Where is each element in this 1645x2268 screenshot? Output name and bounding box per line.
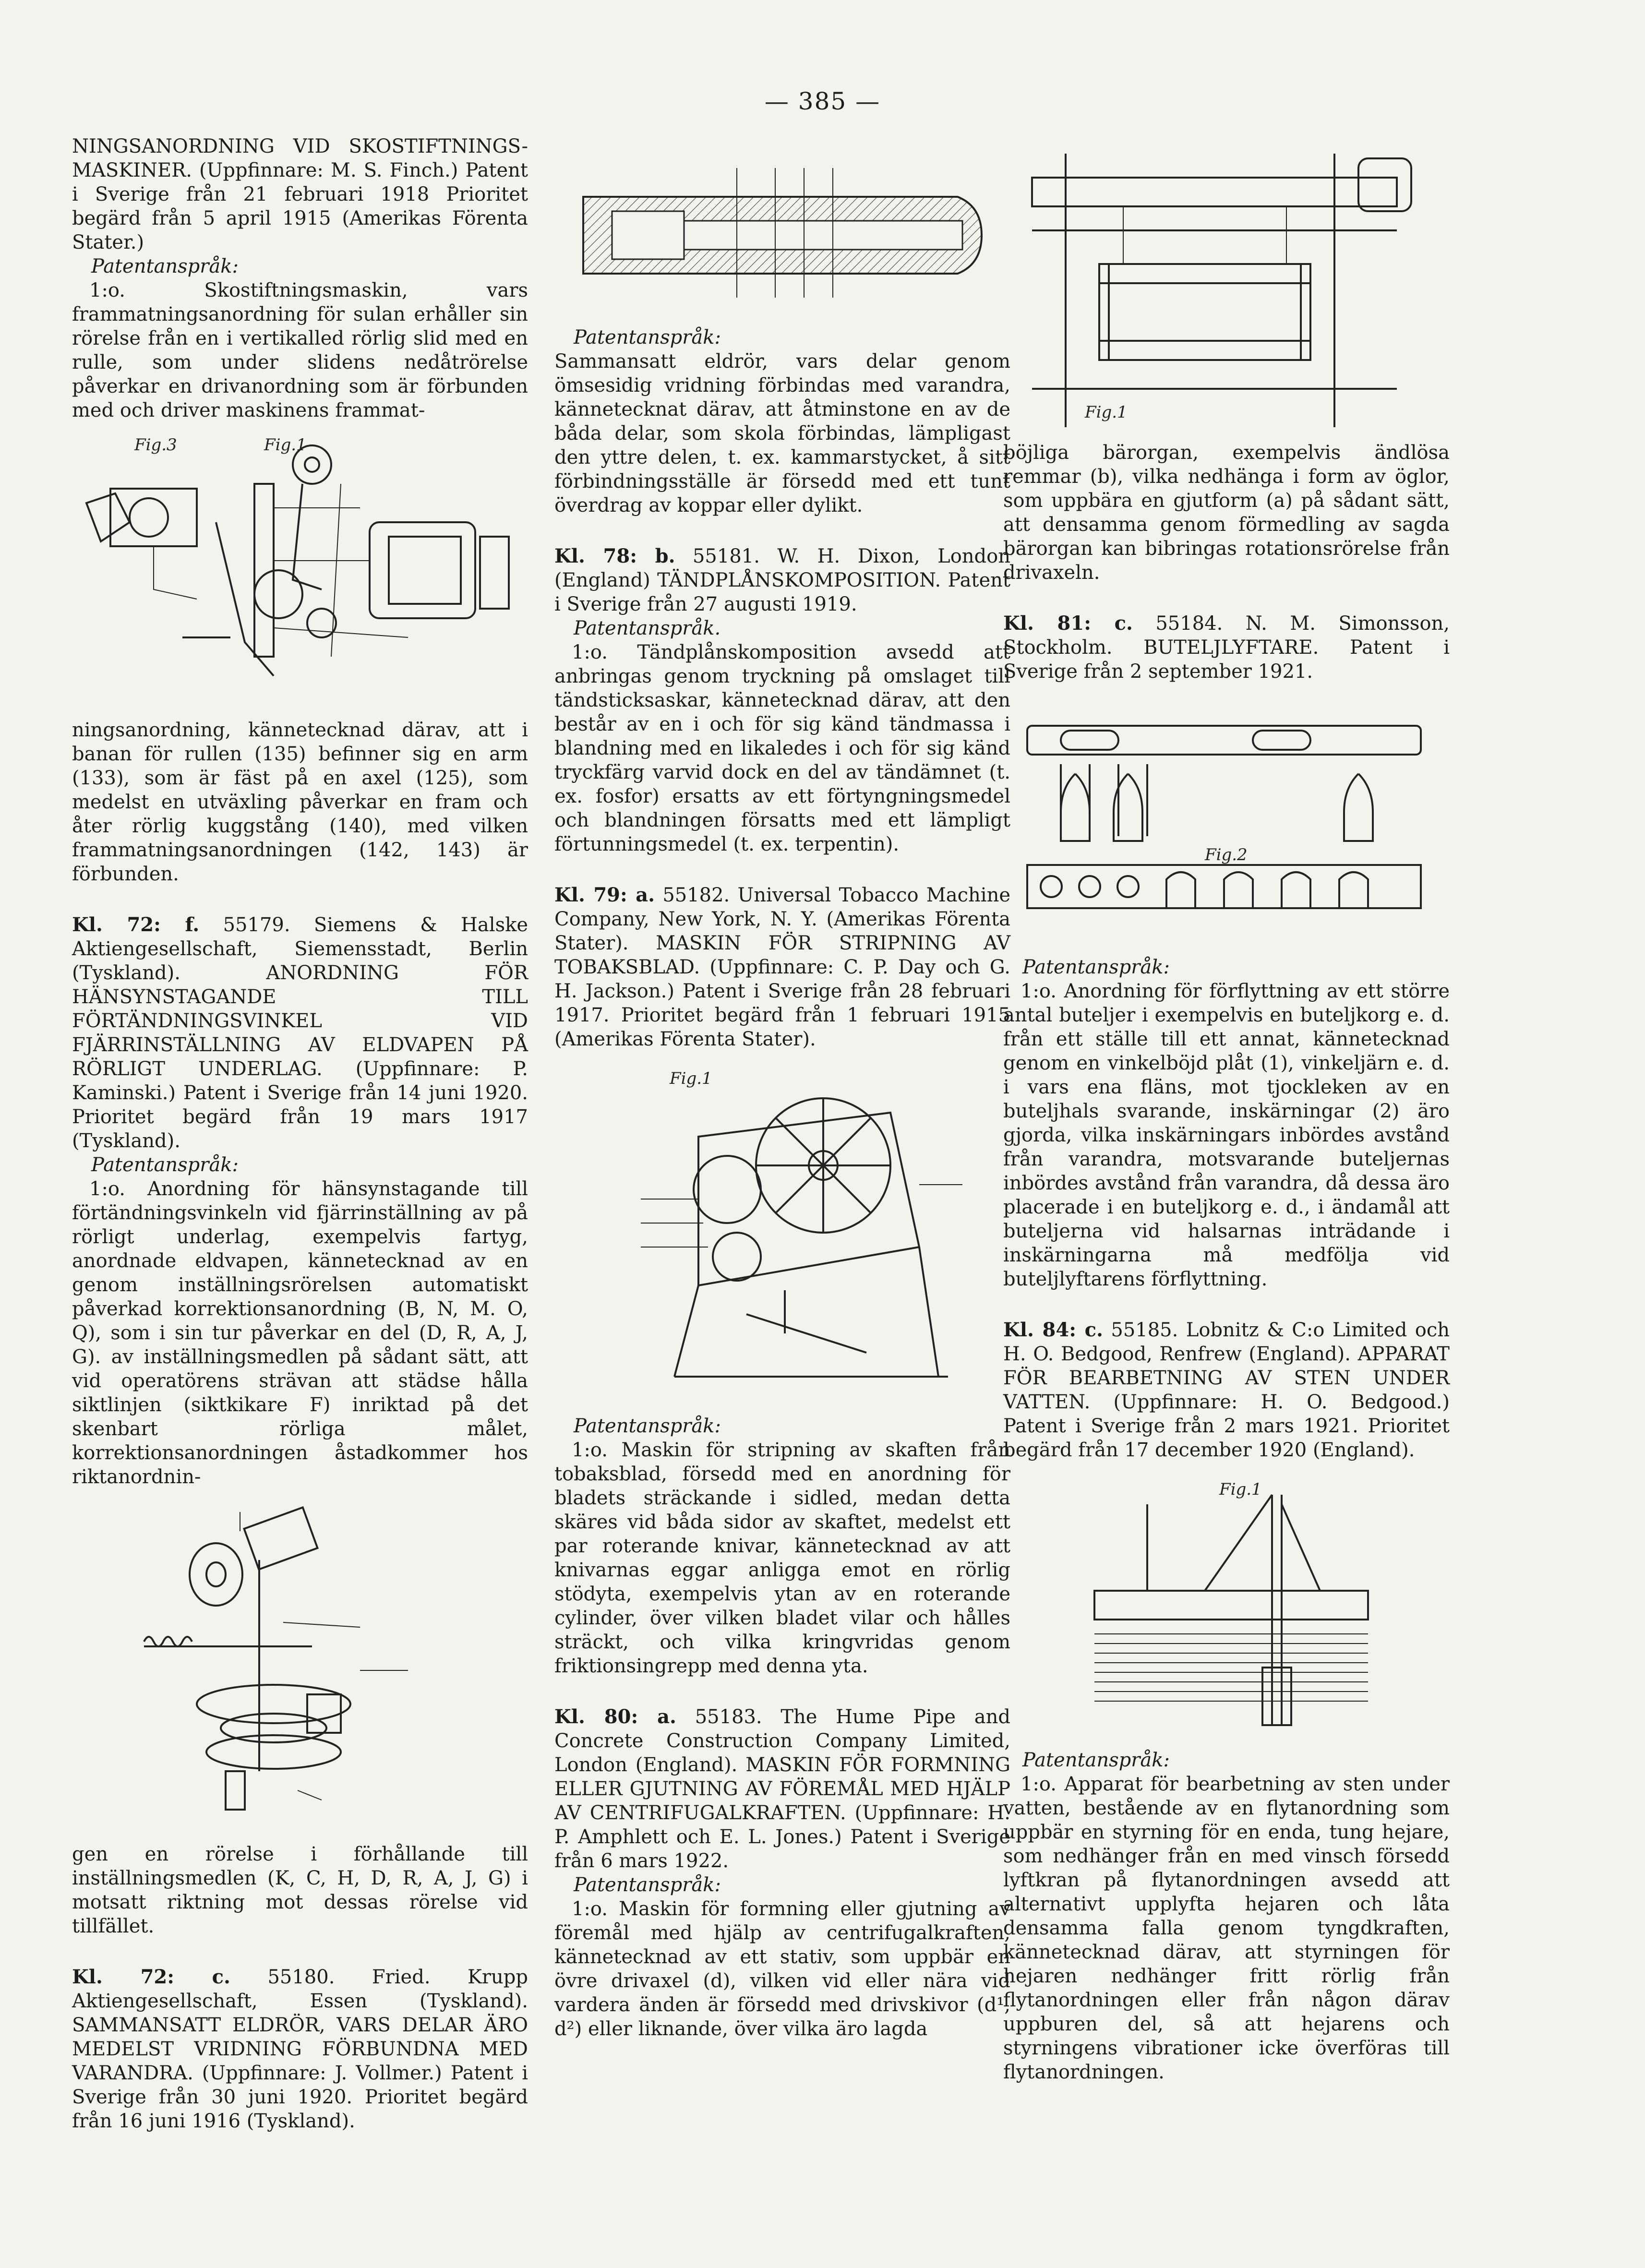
class-code: Kl. 84: c.: [1003, 1319, 1103, 1341]
claim-text: 1:o. Maskin för stripning av skaften från tobaksblad, försedd med en anordning för bladets sträckande i sidled, medan detta skäres vid båda sidor av skaftet, medelst ett par roterande knivar, kännetecknad av att knivarnas eggar anligga emot en rörlig stödyta, exempelvis ytan av en roterande cylinder, över vilken bladet vilar och hålles sträckt, och vilka kringvridas genom friktionsingrepp med denna yta.: [554, 1439, 1010, 1677]
class-code: Kl. 72: f.: [72, 913, 200, 936]
entry-body: 55181. W. H. Dixon, London (England) TÄNDPLÅNSKOMPOSITION. Patent i Sverige från 27 augusti 1919.: [554, 545, 1011, 615]
fig2-label: Fig.2: [1205, 845, 1248, 864]
claim-continued: gen en rörelse i förhållande till inställningsmedlen (K, C, H, D, R, A, J, G) i motsatt riktning mot dessas rörelse vid tillfället.: [72, 1843, 528, 1937]
column-1: [72, 134, 528, 2133]
entry-72c: [72, 1965, 528, 2133]
claim-text: Sammansatt eldrör, vars delar genom ömsesidig vridning förbindas med varandra, kännetecknat därav, att åtminstone en av de båda delar, som skola förbindas, lämpligast den yttre delen, t. ex. kammarstycket, å sitt förbindningsställe är försedd med ett tunt överdrag av koppar eller dylikt.: [554, 350, 1010, 516]
entry-body: 55183. The Hume Pipe and Concrete Construction Company Limited, London (England). MASKIN FÖR FORMNING ELLER GJUTNING AV FÖREMÅL MED HJÄLP AV CENTRIFUGALKRAFTEN. (Uppfinnare: H. P. Amphlett och E. L. Jones.) Patent i Sverige från 6 mars 1922.: [554, 1706, 1010, 1872]
claim-heading: Patentanspråk:: [91, 1154, 239, 1176]
entry-84c: [1003, 1318, 1450, 1462]
fig3-label: Fig.3: [134, 436, 177, 455]
underwater-drill-figure: [1003, 1476, 1450, 1735]
entry-body: 55182. Universal Tobacco Machine Company, New York, N. Y. (Amerikas Förenta Stater). MASKIN FÖR STRIPNING AV TOBAKSBLAD. (Uppfinnare: C. P. Day och G. H. Jackson.) Patent i Sverige från 28 februari 1917. Prioritet begärd från 1 februari 1915 (Amerikas Förenta Stater).: [554, 884, 1011, 1050]
claim-continued: böjliga bärorgan, exempelvis ändlösa remmar (b), vilka nedhänga i form av öglor, som uppbära en gjutform (a) på sådant sätt, att densamma genom förmedling av sagda bärorgan kan bibringas rotationsrörelse från drivaxeln.: [1003, 442, 1450, 584]
claim-heading: Patentanspråk:: [574, 1874, 721, 1896]
entry-body: 55185. Lobnitz & C:o Limited och H. O. Bedgood, Renfrew (England). APPARAT FÖR BEARBETNING AV STEN UNDER VATTEN. (Uppfinnare: H. O. Bedgood.) Patent i Sverige från 2 mars 1921. Prioritet begärd från 17 december 1920 (England).: [1003, 1319, 1450, 1461]
page-number: — 385 —: [764, 87, 881, 115]
entry-78b: [554, 544, 1010, 616]
entry-72f: [72, 913, 528, 1153]
claim-text: 1:o. Tändplånskomposition avsedd att anbringas genom tryckning på omslaget till tändsticksaskar, kännetecknad därav, att den består av en i och för sig känd tändmassa i blandning med en likaledes i och för sig känd tryckfärg varvid dock en del av tändämnet (t. ex. fosfor) ersatts av ett förtyngningsmedel och blandningen försatts med ett lämpligt förtunningsmedel (t. ex. terpentin).: [554, 641, 1010, 855]
fig1-label: Fig.1: [670, 1069, 712, 1088]
claim-text: 1:o. Apparat för bearbetning av sten under vatten, bestående av en flytanordning som uppbär en styrning för en enda, tung hejare, som nedhänger från en med vinsch försedd lyftkran på flytanordningen avsedd att alternativt upplyfta hejaren och låta densamma falla genom tyngdkraften, kännetecknad därav, att styrningen för hejaren nedhänger fritt rörlig från flytanordningen eller från någon därav uppburen del, så att hejarens och styrningens vibrationer icke överföras till flytanordningen.: [1003, 1773, 1450, 2083]
claim-heading: Patentanspråk:: [574, 1415, 721, 1437]
entry-79a: [554, 883, 1010, 1051]
entry-body: 55180. Fried. Krupp Aktiengesellschaft, Essen (Tyskland). SAMMANSATT ELDRÖR, VARS DELAR ÄRO MEDELST VRIDNING FÖRBUNDNA MED VARANDRA. (Uppfinnare: J. Vollmer.) Patent i Sverige från 30 juni 1920. Prioritet begärd från 16 juni 1916 (Tyskland).: [72, 1966, 528, 2132]
entry-body: 55179. Siemens & Halske Aktiengesellschaft, Siemensstadt, Berlin (Tyskland). ANORDNING FÖR HÄNSYNSTAGANDE TILL FÖRTÄNDNINGSVINKEL VID FJÄRRINSTÄLLNING AV ELDVAPEN PÅ RÖRLIGT UNDERLAG. (Uppfinnare: P. Kaminski.) Patent i Sverige från 14 juni 1920. Prioritet begärd från 19 mars 1917 (Tyskland).: [72, 914, 528, 1152]
bottle-lifter-figure: [1003, 697, 1450, 942]
claim-heading: Patentanspråk:: [1022, 1749, 1170, 1771]
claim-continued: ningsanordning, kännetecknad därav, att i banan för rullen (135) befinner sig en arm (133), som är fäst på en axel (125), som medelst en utväxling påverkar en fram och åter rörlig kuggstång (140), med vilken frammatningsanordningen (142, 143) är förbunden.: [72, 719, 528, 885]
claim-heading: Patentanspråk:: [1022, 956, 1170, 978]
fig1-label: Fig.1: [264, 436, 307, 455]
claim-heading: Patentanspråk:: [574, 326, 721, 348]
class-code: Kl. 72: c.: [72, 1966, 230, 1988]
tobacco-machine-figure: [554, 1065, 1010, 1401]
entry-80a: [554, 1705, 1010, 1873]
entry-81c: [1003, 612, 1450, 684]
claim-text: 1:o. Anordning för förflyttning av ett större antal buteljer i exempelvis en buteljkorg e. d. från ett ställe till ett annat, kännetecknad genom en vinkelböjd plåt (1), vinkeljärn e. d. i vars ena fläns, mot tjockleken av en buteljhals svarande, inskärningar (2) äro gjorda, vilka inskärningars inbördes avstånd från varandra, motsvarande buteljernas inbördes avstånd från varandra, då dessa äro placerade i en buteljkorg e. d., i ändamål att buteljerna vid halsarnas inträdande i inskärningarna må medfölja vid buteljlyftarens förflyttning.: [1003, 980, 1450, 1290]
claim-heading: Patentanspråk:: [91, 255, 239, 277]
claim-heading: Patentanspråk.: [574, 617, 721, 639]
casting-machine-figure: [1003, 139, 1450, 427]
entry-intro: NINGSANORDNING VID SKOSTIFTNINGS-MASKINER. (Uppfinnare: M. S. Finch.) Patent i Sverige från 21 februari 1918 Prioritet begärd från 5 april 1915 (Amerikas Förenta Stater.): [72, 135, 528, 253]
column-3: [1003, 134, 1450, 2084]
gun-barrel-figure: [554, 139, 1010, 312]
class-code: Kl. 79: a.: [554, 884, 655, 906]
shoe-machine-figure: [72, 436, 528, 705]
entry-body: 55184. N. M. Simonsson, Stockholm. BUTELJLYFTARE. Patent i Sverige från 2 september 1921.: [1003, 612, 1450, 683]
gun-sight-figure: [72, 1502, 528, 1829]
claim-text: 1:o. Anordning för hänsynstagande till förtändningsvinkeln vid fjärrinställning av på rörligt underlag, exempelvis fartyg, anordnade eldvapen, kännetecknad av en genom inställningsrörelsen automatiskt påverkad korrektionsanordning (B, N, M. O, Q), som i sin tur påverkar en del (D, R, A, J, G). av inställningsmedlen på sådant sätt, att vid operatörens strävan att städse hålla siktlinjen (siktkikare F) inriktad på det skenbart rörliga målet, korrektionsanordningen åstadkommer hos riktanordnin-: [72, 1178, 528, 1488]
column-2: [554, 134, 1010, 2041]
class-code: Kl. 80: a.: [554, 1705, 676, 1728]
class-code: Kl. 81: c.: [1003, 612, 1133, 635]
fig1-label: Fig.1: [1219, 1480, 1262, 1499]
claim-text: 1:o. Maskin för formning eller gjutning av föremål med hjälp av centrifugalkraften, kännetecknad av ett stativ, som uppbär en övre drivaxel (d), vilken vid eller nära vid vardera änden är försedd med drivskivor (d¹, d²) eller liknande, över vilka äro lagda: [554, 1898, 1010, 2040]
fig1-label: Fig.1: [1085, 403, 1128, 422]
claim-text: 1:o. Skostiftningsmaskin, vars frammatningsanordning för sulan erhåller sin rörelse från en i vertikalled rörlig slid med en rulle, som under slidens nedåtrörelse påverkar en drivanordning som är förbunden med och driver maskinens frammat-: [72, 279, 528, 421]
class-code: Kl. 78: b.: [554, 545, 675, 567]
